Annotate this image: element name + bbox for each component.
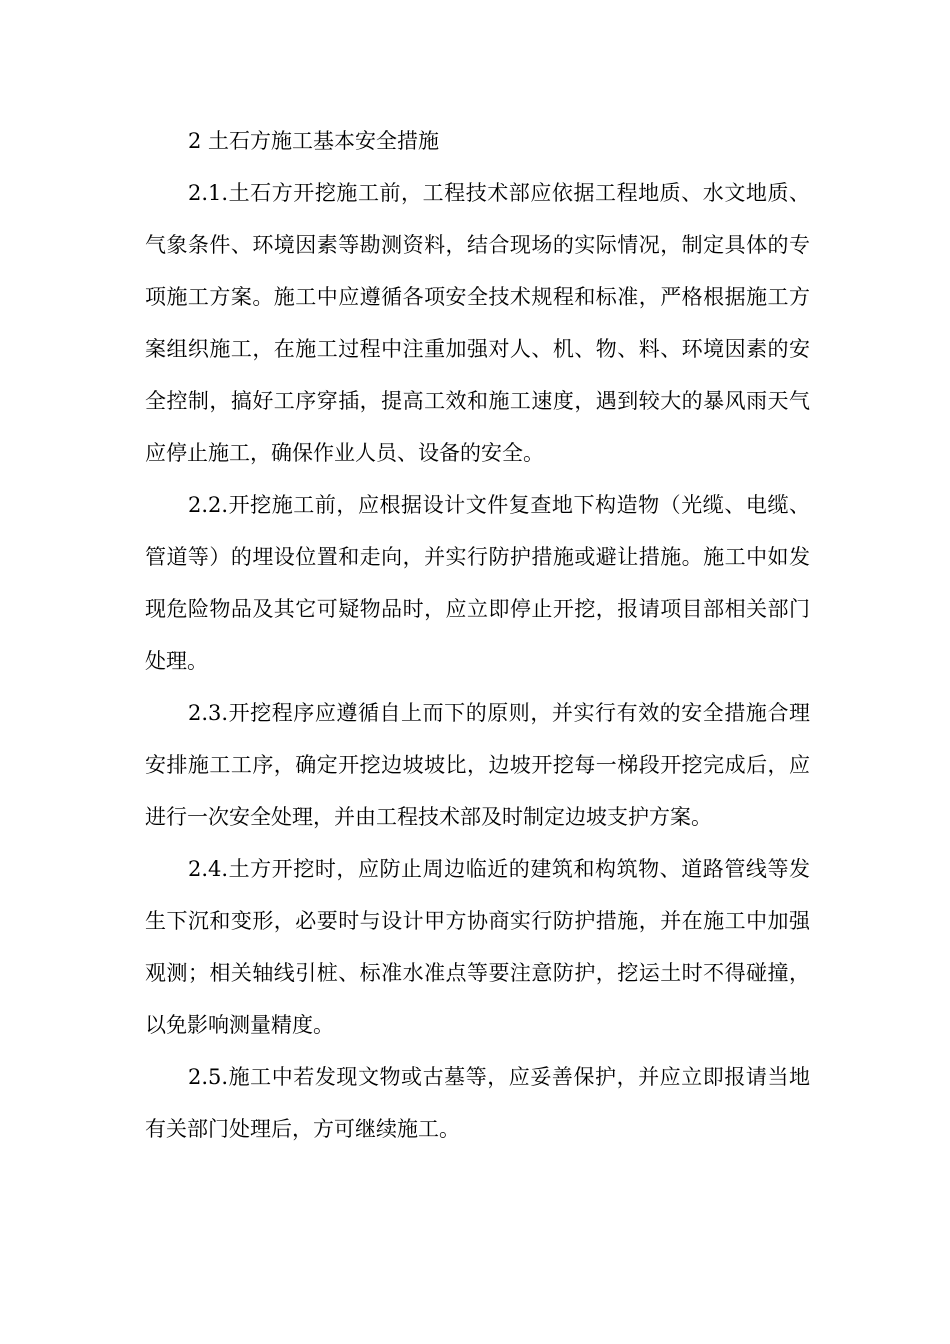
paragraph-2-5: 2.5.施工中若发现文物或古墓等，应妥善保护，并应立即报请当地有关部门处理后，方可继续施工。 bbox=[145, 1065, 810, 1141]
section-heading: 2 土石方施工基本安全措施 bbox=[188, 129, 440, 153]
paragraph-2-3: 2.3.开挖程序应遵循自上而下的原则，并实行有效的安全措施合理安排施工工序，确定开挖边坡坡比，边坡开挖每一梯段开挖完成后，应进行一次安全处理，并由工程技术部及时制定边坡支护方案。 bbox=[145, 701, 810, 829]
document-body bbox=[145, 115, 810, 1155]
paragraph-2-1: 2.1.土石方开挖施工前，工程技术部应依据工程地质、水文地质、气象条件、环境因素等勘测资料，结合现场的实际情况，制定具体的专项施工方案。施工中应遵循各项安全技术规程和标准，严格根据施工方案组织施工，在施工过程中注重加强对人、机、物、料、环境因素的安全控制，搞好工序穿插，提高工效和施工速度，遇到较大的暴风雨天气应停止施工，确保作业人员、设备的安全。 bbox=[145, 181, 810, 465]
paragraph-2-2: 2.2.开挖施工前，应根据设计文件复查地下构造物（光缆、电缆、管道等）的埋设位置和走向，并实行防护措施或避让措施。施工中如发现危险物品及其它可疑物品时，应立即停止开挖，报请项目部相关部门处理。 bbox=[145, 493, 810, 673]
paragraph-2-4: 2.4.土方开挖时，应防止周边临近的建筑和构筑物、道路管线等发生下沉和变形，必要时与设计甲方协商实行防护措施，并在施工中加强观测；相关轴线引桩、标准水准点等要注意防护，挖运土时不得碰撞，以免影响测量精度。 bbox=[145, 857, 810, 1037]
